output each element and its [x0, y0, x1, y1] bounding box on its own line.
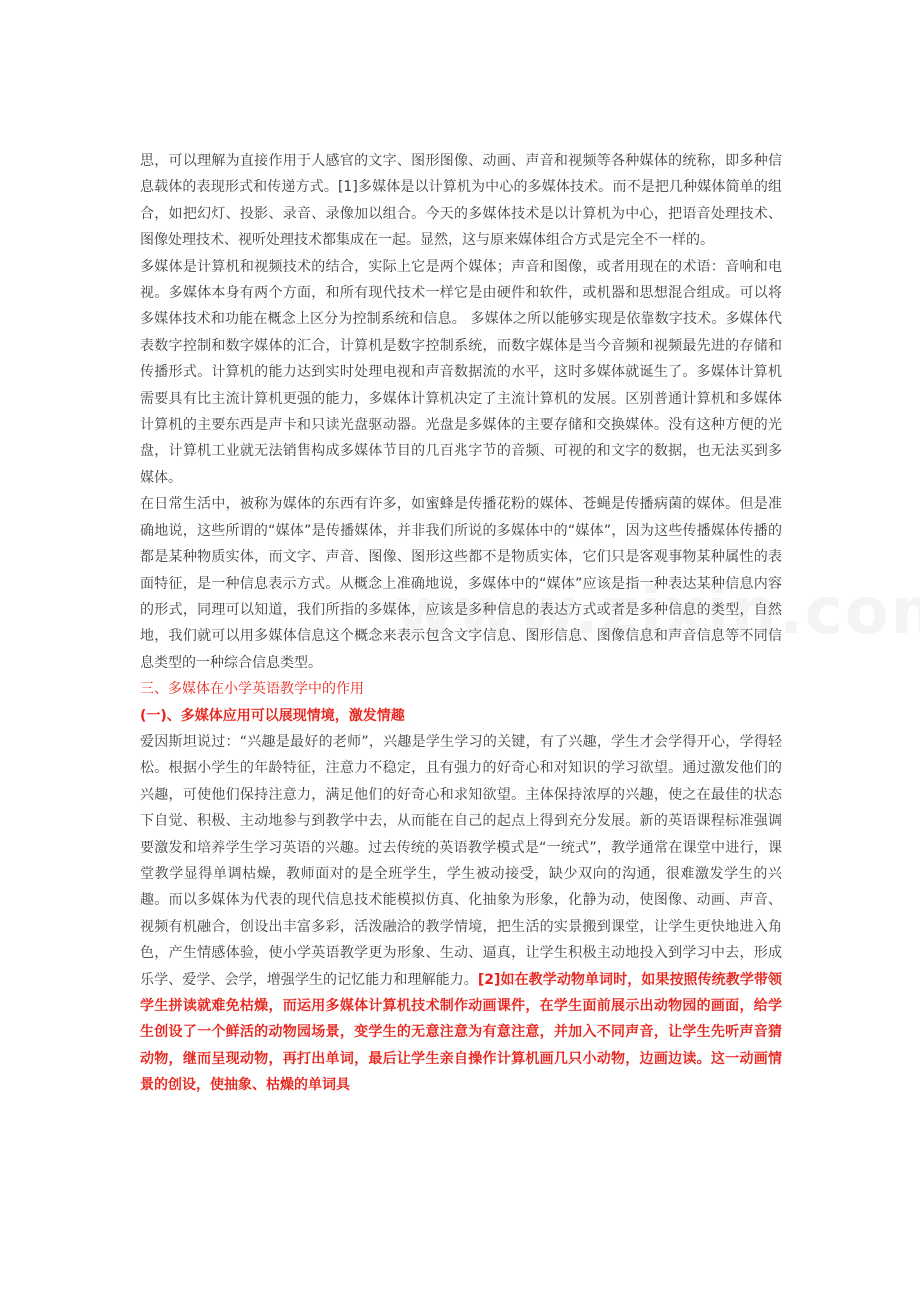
paragraph-4-highlight: [2]如在教学动物单词时，如果按照传统教学带领学生拼读就难免枯燥，而运用多媒体计算机技术制作动画课件，在学生面前展示出动物园的画面，给学生创设了一个鲜活的动物园场景，变学生的无意注意为有意注意，并加入不同声音，让学生先听声音猜动物，继而呈现动物，再打出单词，最后让学生亲自操作计算机画几只小动物，边画边读。这一动画情景的创设，使抽象、枯燥的单词具 [140, 971, 782, 1094]
section-heading: 三、多媒体在小学英语教学中的作用 [140, 681, 364, 698]
document-page [140, 148, 782, 1099]
sub-heading: (一)、多媒体应用可以展现情境，激发情趣 [140, 707, 405, 724]
paragraph-2: 多媒体是计算机和视频技术的结合，实际上它是两个媒体；声音和图像，或者用现在的术语：音响和电视。多媒体本身有两个方面，和所有现代技术一样它是由硬件和软件，或机器和思想混合组成。可以将多媒体技术和功能在概念上区分为控制系统和信息。 多媒体之所以能够实现是依靠数字技术。多媒体代表数字控制和数字媒体的汇合，计算机是数字控制系统，而数字媒体是当今音频和视频最先进的存储和传播形式。计算机的能力达到实时处理电视和声音数据流的水平，这时多媒体就诞生了。多媒体计算机需要具有比主流计算机更强的能力，多媒体计算机决定了主流计算机的发展。区别普通计算机和多媒体计算机的主要东西是声卡和只读光盘驱动器。光盘是多媒体的主要存储和交换媒体。没有这种方便的光盘，计算机工业就无法销售构成多媒体节目的几百兆字节的音频、可视的和文字的数据，也无法买到多媒体。 [140, 258, 782, 486]
paragraph-4 [140, 729, 782, 1099]
paragraph-1: 思，可以理解为直接作用于人感官的文字、图形图像、动画、声音和视频等各种媒体的统称，即多种信息载体的表现形式和传递方式。[1]多媒体是以计算机为中心的多媒体技术。而不是把几种媒体简单的组合，如把幻灯、投影、录音、录像加以组合。今天的多媒体技术是以计算机为中心，把语音处理技术、图像处理技术、视听处理技术都集成在一起。显然，这与原来媒体组合方式是完全不一样的。 [140, 153, 782, 249]
paragraph-4-normal: 爱因斯坦说过：“兴趣是最好的老师”，兴趣是学生学习的关键，有了兴趣，学生才会学得开心，学得轻松。根据小学生的年龄特征，注意力不稳定，且有强力的好奇心和对知识的学习欲望。通过激发他们的兴趣，可使他们保持注意力，满足他们的好奇心和求知欲望。主体保持浓厚的兴趣，使之在最佳的状态下自觉、积极、主动地参与到教学中去，从而能在自己的起点上得到充分发展。新的英语课程标准强调要激发和培养学生学习英语的兴趣。过去传统的英语教学模式是“一统式”，教学通常在课堂中进行，课堂教学显得单调枯燥，教师面对的是全班学生，学生被动接受，缺少双向的沟通，很难激发学生的兴趣。而以多媒体为代表的现代信息技术能模拟仿真、化抽象为形象，化静为动，使图像、动画、声音、视频有机融合，创设出丰富多彩，活泼融洽的教学情境，把生活的实景搬到课堂，让学生更快地进入角色，产生情感体验，使小学英语教学更为形象、生动、逼真，让学生积极主动地投入到学习中去，形成乐学、爱学、会学，增强学生的记忆能力和理解能力。 [140, 733, 782, 988]
paragraph-3: 在日常生活中，被称为媒体的东西有许多，如蜜蜂是传播花粉的媒体、苍蝇是传播病菌的媒体。但是准确地说，这些所谓的“媒体”是传播媒体，并非我们所说的多媒体中的“媒体”，因为这些传播媒体传播的都是某种物质实体，而文字、声音、图像、图形这些都不是物质实体，它们只是客观事物某种属性的表面特征，是一种信息表示方式。从概念上准确地说，多媒体中的“媒体”应该是指一种表达某种信息内容的形式，同理可以知道，我们所指的多媒体，应该是多种信息的表达方式或者是多种信息的类型，自然地，我们就可以用多媒体信息这个概念来表示包含文字信息、图形信息、图像信息和声音信息等不同信息类型的一种综合信息类型。 [140, 496, 782, 671]
